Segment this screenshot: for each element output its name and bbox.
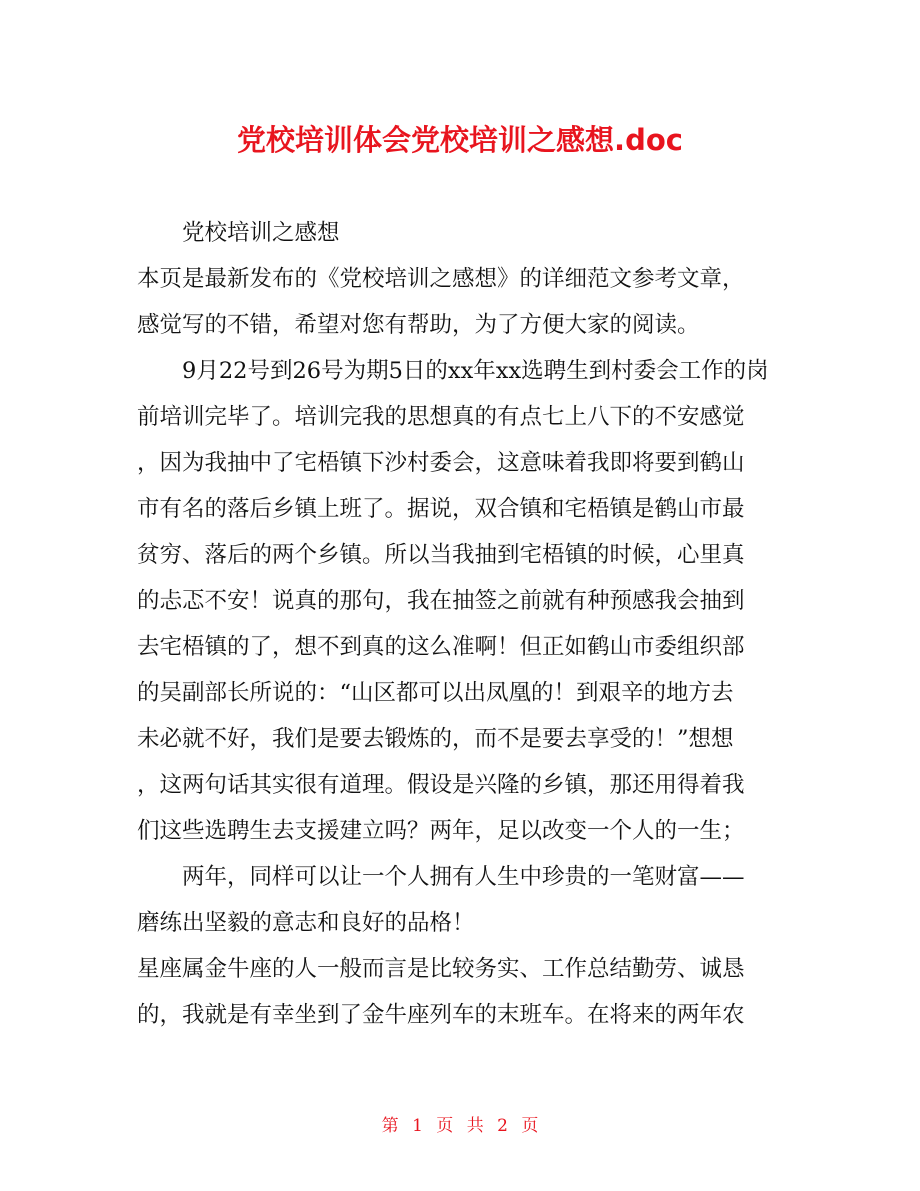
text-line: ，因为我抽中了宅梧镇下沙村委会，这意味着我即将要到鹤山 <box>137 450 745 476</box>
text-line: 的，我就是有幸坐到了金牛座列车的末班车。在将来的两年农 <box>137 1002 745 1028</box>
text-line: 贫穷、落后的两个乡镇。所以当我抽到宅梧镇的时候，心里真 <box>137 542 745 568</box>
footer-suffix: 页 <box>521 1116 539 1136</box>
text-line: 未必就不好，我们是要去锻炼的，而不是要去享受的！”想想 <box>137 726 734 752</box>
text-line: 的吴副部长所说的：“山区都可以出凤凰的！到艰辛的地方去 <box>137 680 734 706</box>
total-pages-number: 2 <box>497 1116 508 1136</box>
footer-mid-1: 页 <box>436 1116 454 1136</box>
text-line: ，这两句话其实很有道理。假设是兴隆的乡镇，那还用得着我 <box>137 772 745 798</box>
document-body <box>137 210 787 1038</box>
page-footer <box>0 1112 920 1140</box>
text-line: 的忐忑不安！说真的那句，我在抽签之前就有种预感我会抽到 <box>137 588 745 614</box>
text-line: 前培训完毕了。培训完我的思想真的有点七上八下的不安感觉 <box>137 404 745 430</box>
text-line: 星座属金牛座的人一般而言是比较务实、工作总结勤劳、诚恳 <box>137 956 745 982</box>
text-line: 们这些选聘生去支援建立吗？两年，足以改变一个人的一生； <box>137 818 745 844</box>
text-line: 磨练出坚毅的意志和良好的品格！ <box>137 910 475 936</box>
text-line: 两年，同样可以让一个人拥有人生中珍贵的一笔财富—— <box>182 864 745 890</box>
document-title: 党校培训体会党校培训之感想.doc <box>237 123 683 157</box>
text-line: 市有名的落后乡镇上班了。据说，双合镇和宅梧镇是鹤山市最 <box>137 496 745 522</box>
text-line: 9月22号到26号为期5日的xx年xx选聘生到村委会工作的岗 <box>182 358 769 384</box>
text-line: 本页是最新发布的《党校培训之感想》的详细范文参考文章， <box>137 266 745 292</box>
footer-prefix: 第 <box>381 1116 399 1136</box>
text-line: 党校培训之感想 <box>182 220 340 246</box>
footer-mid-2: 共 <box>466 1116 484 1136</box>
text-line: 去宅梧镇的了，想不到真的这么准啊！但正如鹤山市委组织部 <box>137 634 745 660</box>
current-page-number: 1 <box>412 1116 423 1136</box>
text-line: 感觉写的不错，希望对您有帮助，为了方便大家的阅读。 <box>137 312 700 338</box>
